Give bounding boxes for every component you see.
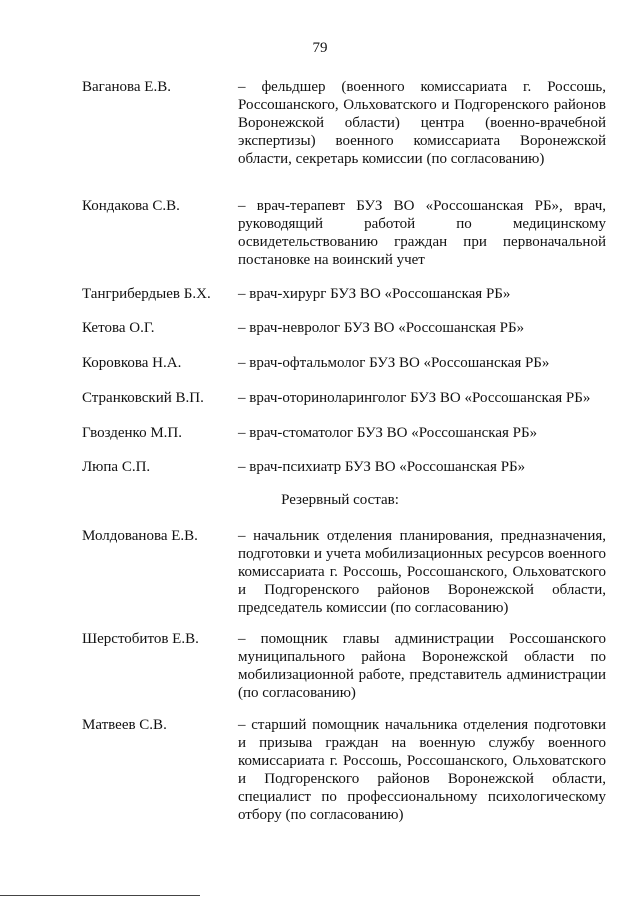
member-name: Кондакова С.В. bbox=[82, 198, 180, 214]
member-name: Тангрибердыев Б.Х. bbox=[82, 286, 211, 302]
footer-divider bbox=[0, 895, 200, 896]
member-role: – врач-оториноларинголог БУЗ ВО «Россошанская РБ» bbox=[238, 390, 591, 406]
member-role: – врач-хирург БУЗ ВО «Россошанская РБ» bbox=[238, 286, 511, 302]
reserve-heading: Резервный состав: bbox=[281, 492, 399, 508]
member-name: Коровкова Н.А. bbox=[82, 355, 182, 371]
member-name: Ваганова Е.В. bbox=[82, 79, 171, 95]
member-name: Странковский В.П. bbox=[82, 390, 204, 406]
page-number: 79 bbox=[312, 40, 328, 56]
member-role: – врач-стоматолог БУЗ ВО «Россошанская РБ» bbox=[238, 425, 538, 441]
member-role: – начальник отделения планирования, предназначения, подготовки и учета мобилизационных ресурсов военного комиссариата г. Россошь, Россошанского, Ольховатского и Подгоренского районов Воронежской области, председатель комиссии (по согласованию) bbox=[238, 528, 606, 616]
member-name: Люпа С.П. bbox=[82, 459, 151, 475]
member-role: – помощник главы администрации Россошанского муниципального района Воронежской области по мобилизационной работе, представитель администрации (по согласованию) bbox=[238, 631, 606, 701]
member-name: Кетова О.Г. bbox=[82, 320, 155, 336]
member-role: – врач-невролог БУЗ ВО «Россошанская РБ» bbox=[238, 320, 525, 336]
member-role: – врач-терапевт БУЗ ВО «Россошанская РБ», врач, руководящий работой по медицинскому освидетельствованию граждан при первоначальной постановке на воинский учет bbox=[238, 198, 606, 268]
member-name: Гвозденко М.П. bbox=[82, 425, 182, 441]
member-role: – старший помощник начальника отделения подготовки и призыва граждан на военную службу военного комиссариата г. Россошь, Россошанского, Ольховатского и Подгоренского районов Воронежской области, специалист по профессиональному психологическому отбору (по согласованию) bbox=[238, 717, 606, 823]
member-name: Матвеев С.В. bbox=[82, 717, 167, 733]
member-role: – врач-психиатр БУЗ ВО «Россошанская РБ» bbox=[238, 459, 526, 475]
member-role: – фельдшер (военного комиссариата г. Россошь, Россошанского, Ольховатского и Подгоренского районов Воронежской области) центра (военно-врачебной экспертизы) военного комиссариата Воронежской области, секретарь комиссии (по согласованию) bbox=[238, 79, 606, 167]
member-name: Молдованова Е.В. bbox=[82, 528, 198, 544]
member-name: Шерстобитов Е.В. bbox=[82, 631, 199, 647]
member-role: – врач-офтальмолог БУЗ ВО «Россошанская РБ» bbox=[238, 355, 550, 371]
